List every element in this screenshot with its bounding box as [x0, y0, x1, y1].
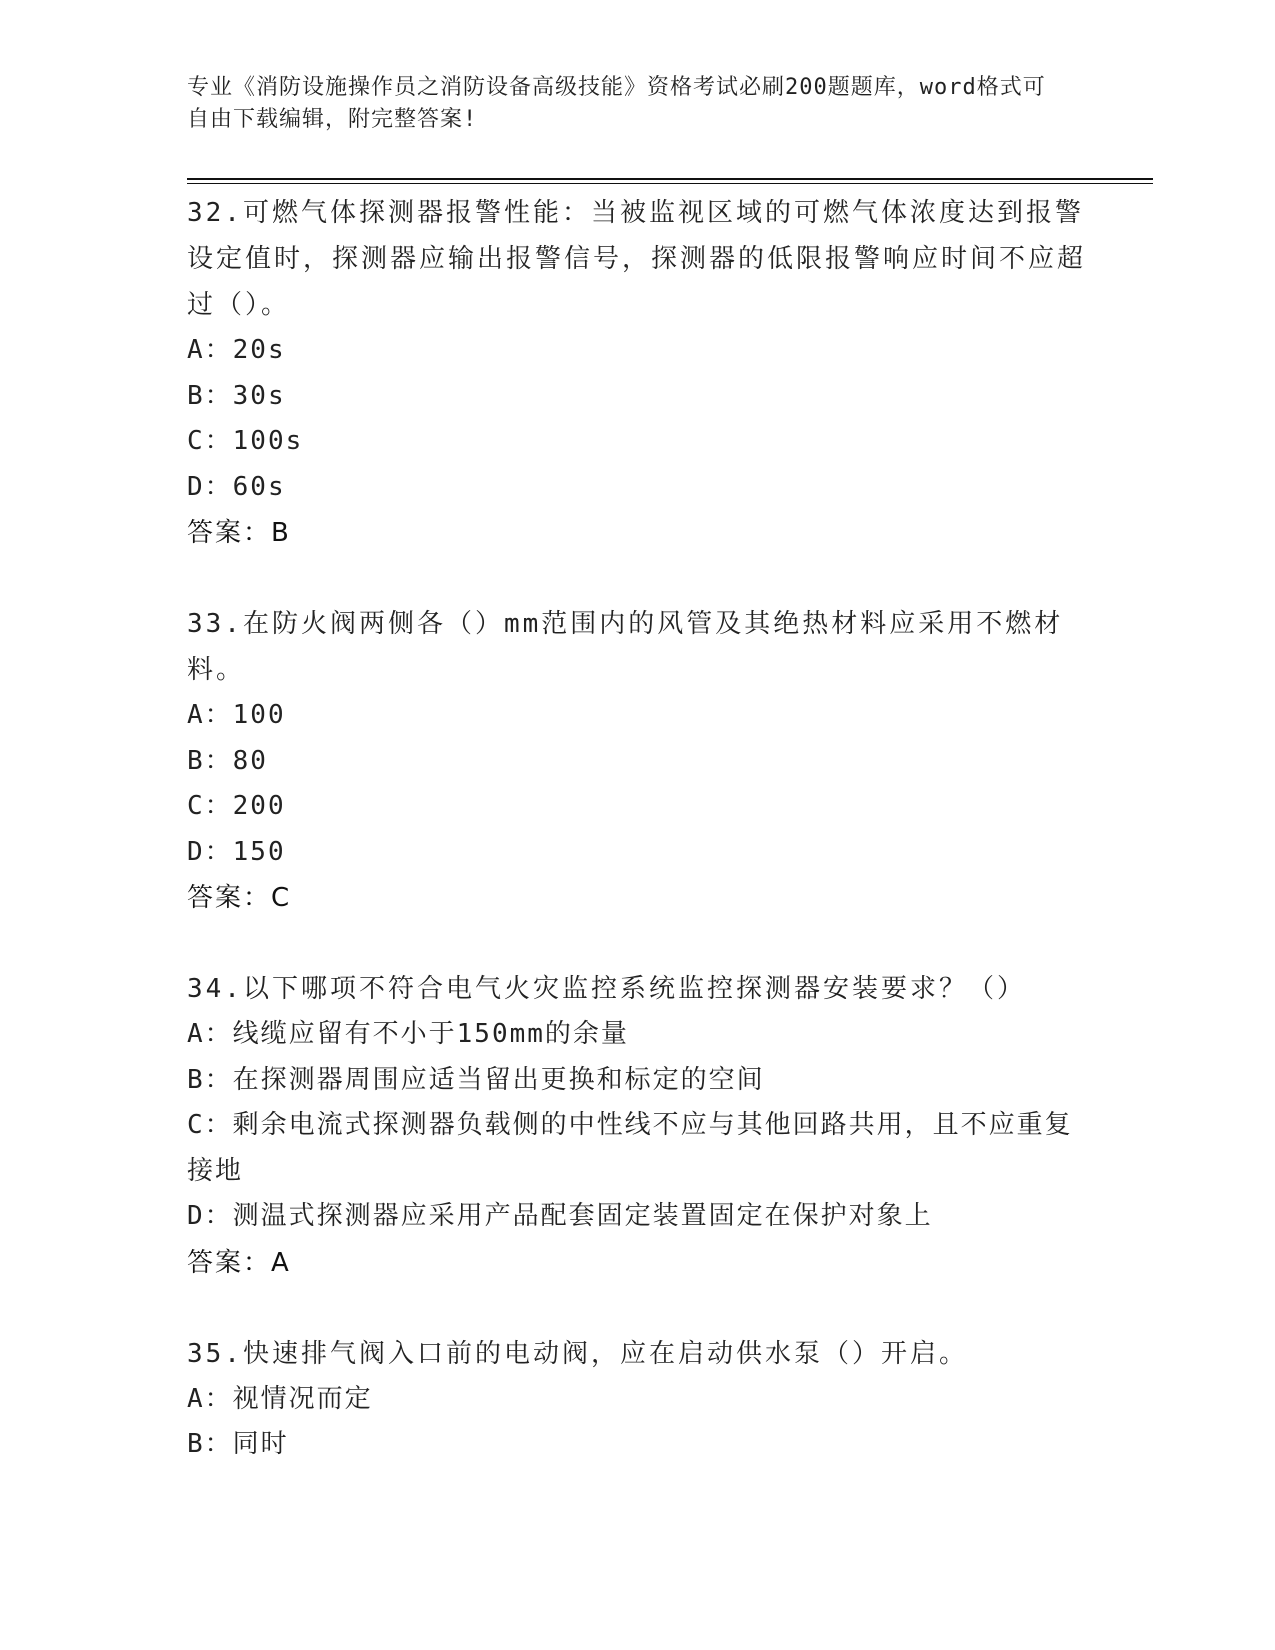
question-list	[187, 190, 1087, 1513]
question-stem: 32.可燃气体探测器报警性能：当被监视区域的可燃气体浓度达到报警设定值时，探测器应输出报警信号，探测器的低限报警响应时间不应超过（）。	[187, 198, 1087, 320]
question-stem: 33.在防火阀两侧各（）mm范围内的风管及其绝热材料应采用不燃材料。	[187, 609, 1064, 685]
question-33	[187, 601, 1087, 921]
option-b: B：在探测器周围应适当留出更换和标定的空间	[187, 1064, 765, 1095]
option-a: A：100	[187, 700, 286, 730]
answer-label: 答案：C	[187, 883, 292, 913]
question-32	[187, 190, 1087, 556]
question-stem: 34.以下哪项不符合电气火灾监控系统监控探测器安装要求？（）	[187, 974, 1026, 1004]
answer-label: 答案：B	[187, 518, 291, 548]
question-34	[187, 966, 1087, 1286]
option-d: D：150	[187, 836, 286, 867]
option-d: D：60s	[187, 471, 286, 502]
option-a: A：视情况而定	[187, 1383, 373, 1414]
document-intro: 专业《消防设施操作员之消防设备高级技能》资格考试必刷200题题库，word格式可自由下载编辑，附完整答案!	[187, 75, 1046, 132]
option-c: C：100s	[187, 426, 304, 456]
question-35	[187, 1331, 1087, 1468]
option-b: B：30s	[187, 380, 286, 411]
option-c: C：200	[187, 791, 286, 821]
option-b: B：80	[187, 745, 268, 776]
option-b: B：同时	[187, 1429, 289, 1459]
header-divider-thick	[187, 178, 1153, 180]
option-c: C：剩余电流式探测器负载侧的中性线不应与其他回路共用，且不应重复接地	[187, 1110, 1073, 1186]
option-a: A：线缆应留有不小于150mm的余量	[187, 1019, 629, 1049]
answer-label: 答案：A	[187, 1247, 291, 1278]
option-a: A：20s	[187, 335, 286, 365]
question-stem: 35.快速排气阀入口前的电动阀，应在启动供水泵（）开启。	[187, 1338, 968, 1369]
header-divider-thin	[187, 183, 1153, 184]
option-d: D：测温式探测器应采用产品配套固定装置固定在保护对象上	[187, 1201, 933, 1231]
